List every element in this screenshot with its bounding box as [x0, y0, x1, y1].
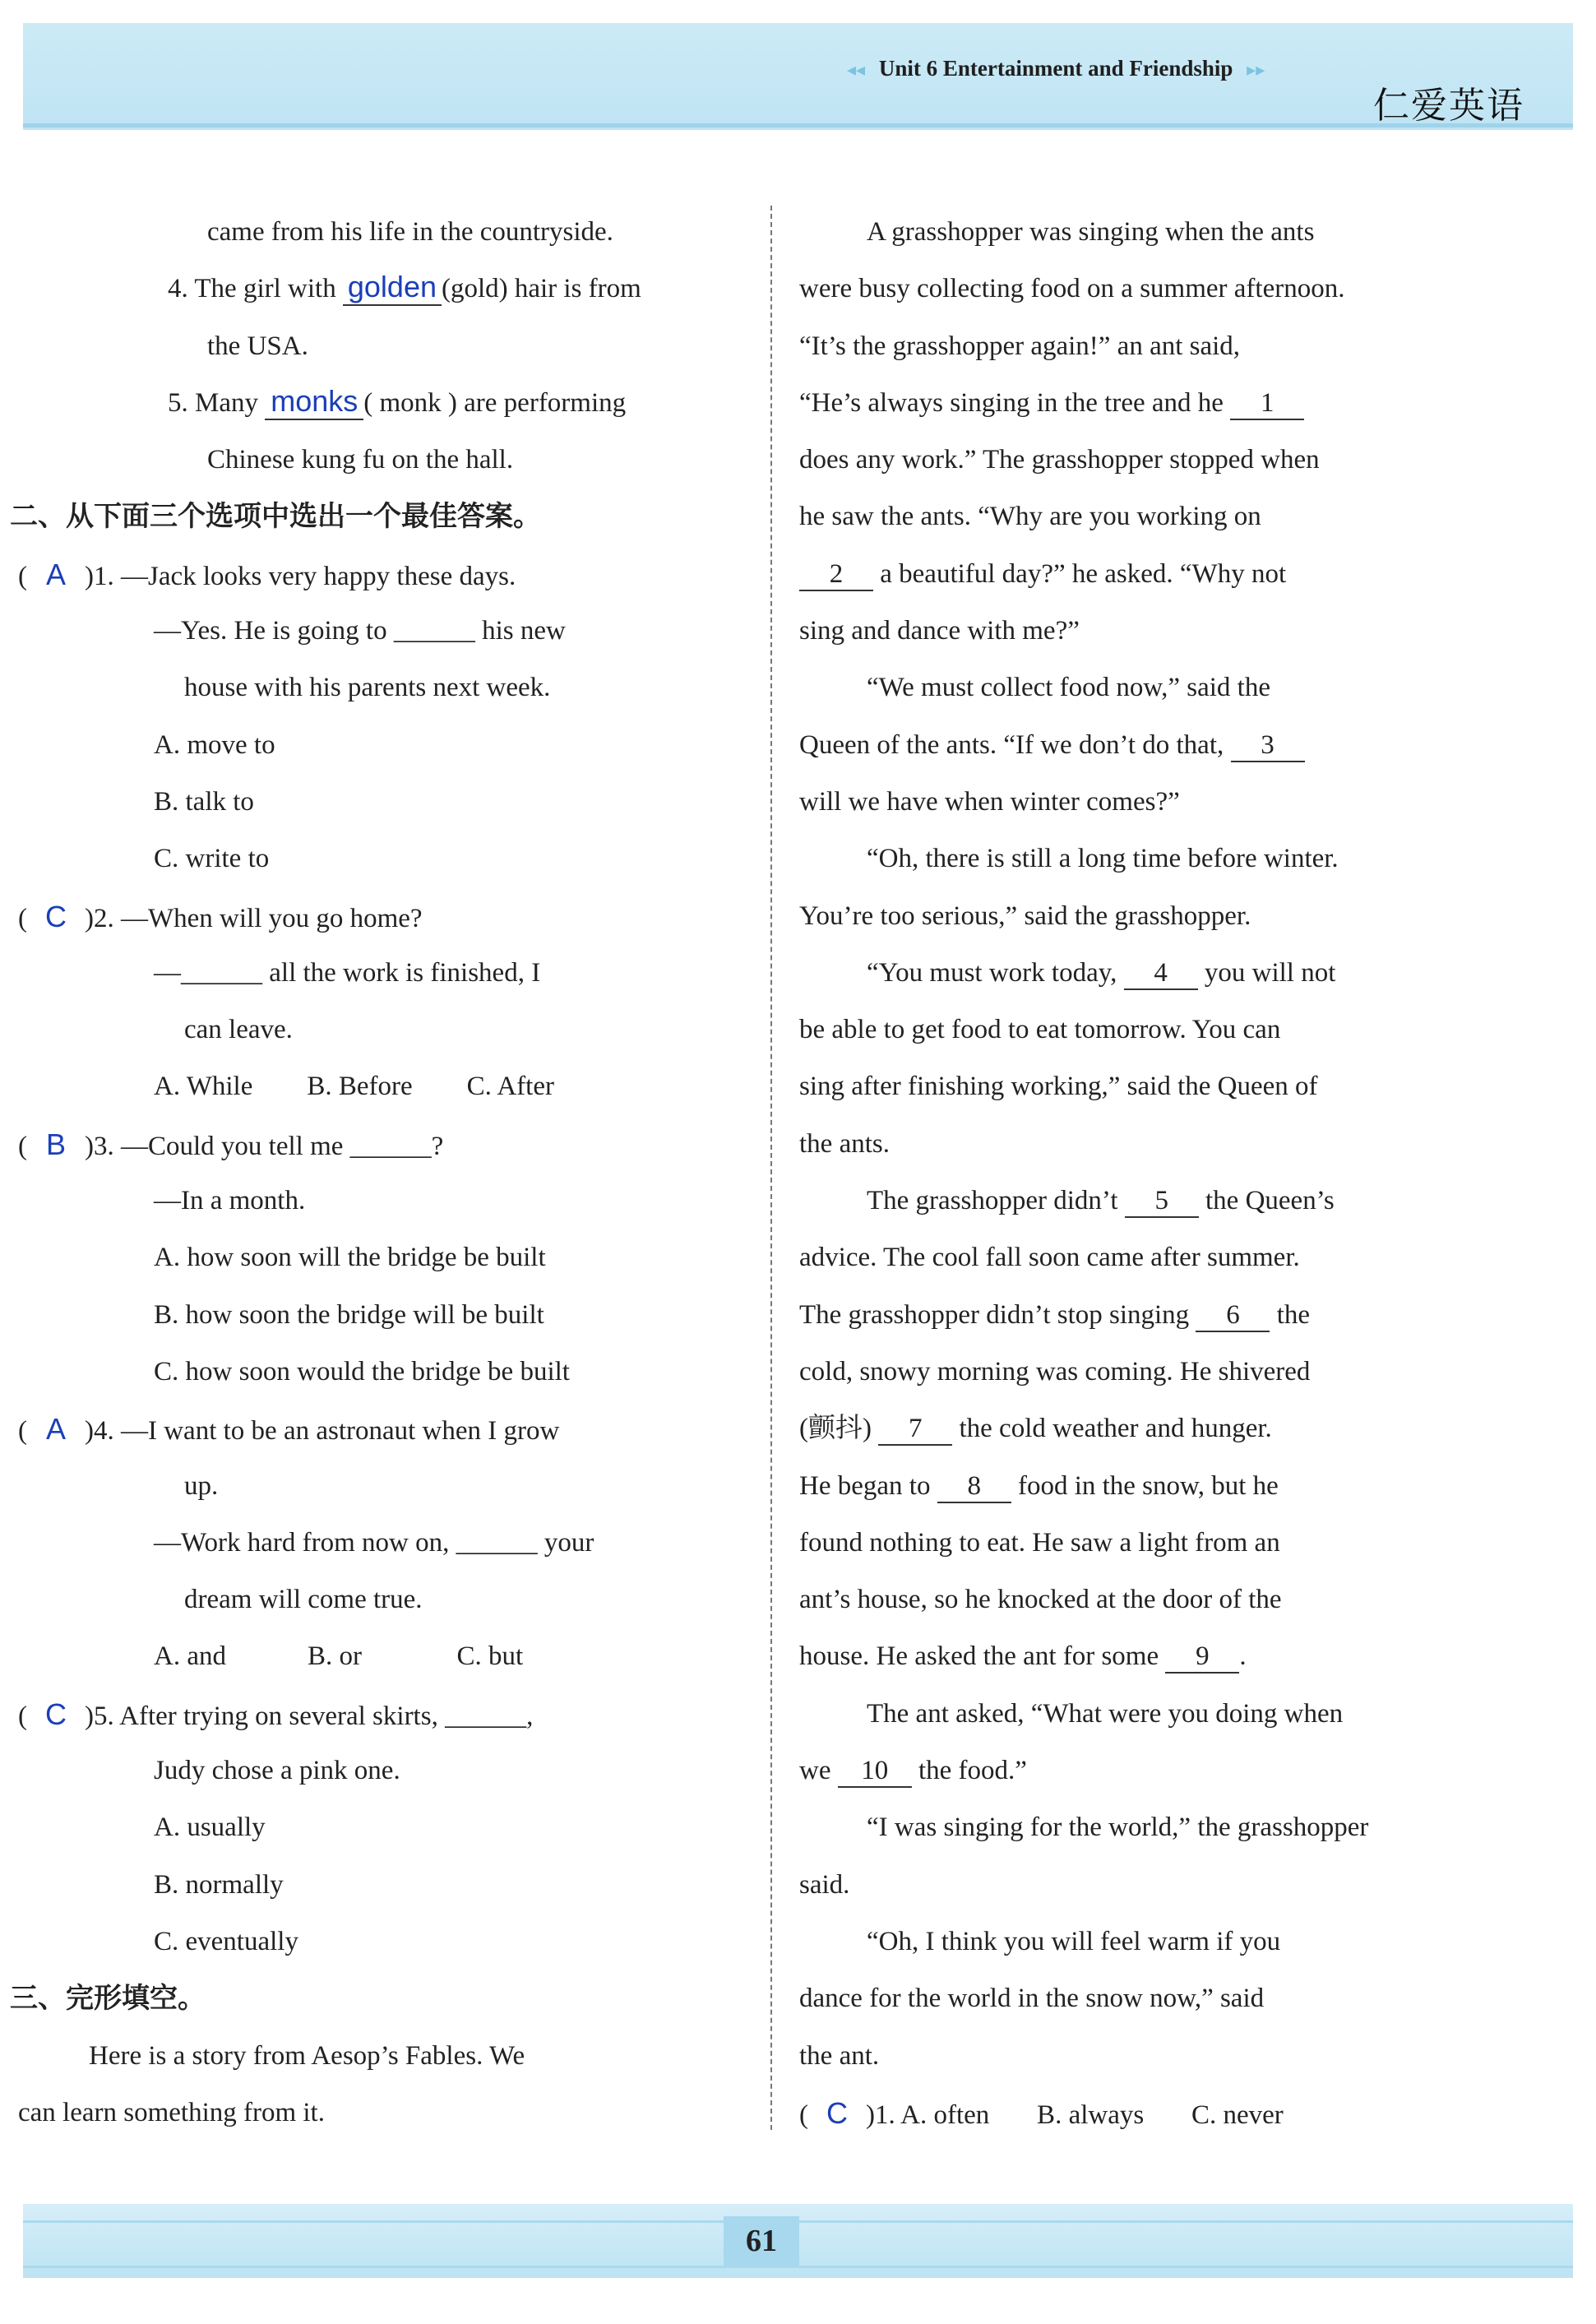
- text-line: the ant.: [799, 2040, 880, 2071]
- text-line: Here is a story from Aesop’s Fables. We: [89, 2040, 525, 2071]
- cloze-blank-4: 4: [1124, 957, 1198, 990]
- text-line: Judy chose a pink one.: [154, 1756, 400, 1786]
- text-line: —In a month.: [154, 1186, 306, 1216]
- text-line: dream will come true.: [184, 1585, 423, 1615]
- text-line: —______ all the work is finished, I: [154, 957, 541, 988]
- text-line: (颤抖) 7 the cold weather and hunger.: [799, 1400, 1428, 1457]
- options-row: A. While B. Before C. After: [154, 1072, 554, 1102]
- text-line: The ant asked, “What were you doing when: [867, 1698, 1344, 1729]
- text-line: “I was singing for the world,” the grasshopper: [867, 1812, 1369, 1843]
- option-c: C. write to: [154, 844, 270, 874]
- right-column: [799, 204, 1428, 2141]
- text-line: A grasshopper was singing when the ants: [867, 217, 1315, 247]
- section-3-heading: 三、完形填空。: [10, 1982, 206, 2016]
- fill-question-5: 5. Many monks ( monk ) are performing: [100, 375, 738, 432]
- text-line: Queen of the ants. “If we don’t do that, 3: [799, 717, 1428, 774]
- option-a: A. usually: [154, 1812, 266, 1843]
- text-line: were busy collecting food on a summer afternoon.: [799, 274, 1345, 304]
- text-line: found nothing to eat. He saw a light from an: [799, 1527, 1280, 1558]
- mc-answer-2: C: [45, 899, 67, 933]
- text-line: “It’s the grasshopper again!” an ant said,: [799, 331, 1241, 361]
- cloze-blank-5: 5: [1125, 1185, 1199, 1218]
- options-row: A. and B. or C. but: [154, 1641, 524, 1672]
- text-line: will we have when winter comes?”: [799, 786, 1180, 817]
- header-band: [23, 23, 1573, 130]
- header-rule: [23, 123, 1573, 127]
- text-line: house. He asked the ant for some 9 .: [799, 1628, 1428, 1685]
- option-c: C. eventually: [154, 1926, 298, 1956]
- column-divider: [770, 206, 772, 2130]
- option-a: A. move to: [154, 729, 275, 760]
- mc-question-3: ( B )3. —Could you tell me ______?: [18, 1127, 444, 1161]
- text-line: “You must work today, 4 you will not: [799, 945, 1428, 1002]
- text-line: The grasshopper didn’t stop singing 6 the: [799, 1287, 1428, 1344]
- text-line: He began to 8 food in the snow, but he: [799, 1458, 1428, 1515]
- answer-monks: monks: [271, 383, 359, 418]
- text-line: house with his parents next week.: [184, 673, 551, 703]
- text-line: —Work hard from now on, ______ your: [154, 1527, 594, 1558]
- text-line: The grasshopper didn’t 5 the Queen’s: [799, 1173, 1428, 1229]
- text-line: the USA.: [207, 331, 308, 361]
- text-line: “Oh, there is still a long time before winter.: [867, 844, 1339, 874]
- text-line: can learn something from it.: [18, 2097, 325, 2127]
- cloze-blank-2: 2: [799, 558, 873, 591]
- text-line: “He’s always singing in the tree and he 1: [799, 375, 1428, 432]
- unit-title: [839, 56, 1273, 81]
- text-line: sing and dance with me?”: [799, 616, 1080, 646]
- mc-question-4: ( A )4. —I want to be an astronaut when I grow: [18, 1412, 560, 1447]
- text-line: ant’s house, so he knocked at the door of the: [799, 1585, 1282, 1615]
- left-column: [10, 204, 738, 2141]
- text-line: we 10 the food.”: [799, 1743, 1428, 1799]
- option-b: B. how soon the bridge will be built: [154, 1299, 544, 1330]
- text-line: up.: [184, 1470, 219, 1501]
- mc-answer-5: C: [45, 1697, 67, 1731]
- text-line: “We must collect food now,” said the: [867, 673, 1270, 703]
- mc-question-5: ( C )5. After trying on several skirts, ______,: [18, 1697, 534, 1731]
- cloze-blank-10: 10: [838, 1755, 912, 1788]
- text-line: be able to get food to eat tomorrow. You can: [799, 1015, 1281, 1045]
- right-arrows-icon: ▸▸: [1247, 59, 1265, 80]
- footer-stripe: [23, 2266, 1573, 2268]
- text-line: he saw the ants. “Why are you working on: [799, 502, 1261, 532]
- text-line: came from his life in the countryside.: [207, 217, 613, 247]
- left-arrows-icon: ◂◂: [847, 59, 866, 80]
- cloze-blank-1: 1: [1230, 387, 1304, 420]
- cloze-blank-6: 6: [1196, 1299, 1270, 1332]
- text-line: sing after finishing working,” said the Queen of: [799, 1072, 1318, 1102]
- option-c: C. how soon would the bridge be built: [154, 1356, 570, 1387]
- mc-answer-3: B: [45, 1127, 66, 1161]
- text-line: —Yes. He is going to ______ his new: [154, 616, 566, 646]
- cloze-blank-9: 9: [1165, 1641, 1239, 1674]
- text-line: Chinese kung fu on the hall.: [207, 445, 514, 475]
- option-a: A. how soon will the bridge be built: [154, 1243, 546, 1273]
- text-line: “Oh, I think you will feel warm if you: [867, 1926, 1281, 1956]
- fill-question-4: 4. The girl with golden (gold) hair is from: [100, 261, 738, 317]
- mc-answer-1: A: [45, 557, 66, 591]
- cloze-question-1: ( C )1. A. often B. always C. never: [799, 2095, 1284, 2130]
- option-b: B. talk to: [154, 786, 254, 817]
- text-line: the ants.: [799, 1128, 890, 1159]
- text-line: dance for the world in the snow now,” said: [799, 1984, 1265, 2014]
- unit-title-text: Unit 6 Entertainment and Friendship: [878, 56, 1233, 81]
- cloze-answer-1: C: [826, 2095, 848, 2130]
- section-2-heading: 二、从下面三个选项中选出一个最佳答案。: [10, 500, 541, 534]
- text-line: You’re too serious,” said the grasshopper.: [799, 900, 1251, 931]
- brand-title: 仁爱英语: [1373, 85, 1524, 127]
- text-line: 2 a beautiful day?” he asked. “Why not: [799, 546, 1428, 603]
- mc-question-1: ( A )1. —Jack looks very happy these days.: [18, 557, 516, 591]
- answer-golden: golden: [347, 270, 437, 304]
- text-line: cold, snowy morning was coming. He shivered: [799, 1356, 1311, 1387]
- cloze-blank-8: 8: [937, 1470, 1011, 1503]
- page-number: 61: [724, 2216, 799, 2266]
- option-b: B. normally: [154, 1869, 284, 1900]
- text-line: can leave.: [184, 1015, 293, 1045]
- text-line: advice. The cool fall soon came after summer.: [799, 1243, 1300, 1273]
- text-line: said.: [799, 1869, 850, 1900]
- mc-question-2: ( C )2. —When will you go home?: [18, 899, 423, 933]
- text-line: does any work.” The grasshopper stopped when: [799, 445, 1320, 475]
- cloze-blank-3: 3: [1231, 729, 1305, 762]
- cloze-blank-7: 7: [878, 1413, 952, 1446]
- mc-answer-4: A: [45, 1412, 66, 1447]
